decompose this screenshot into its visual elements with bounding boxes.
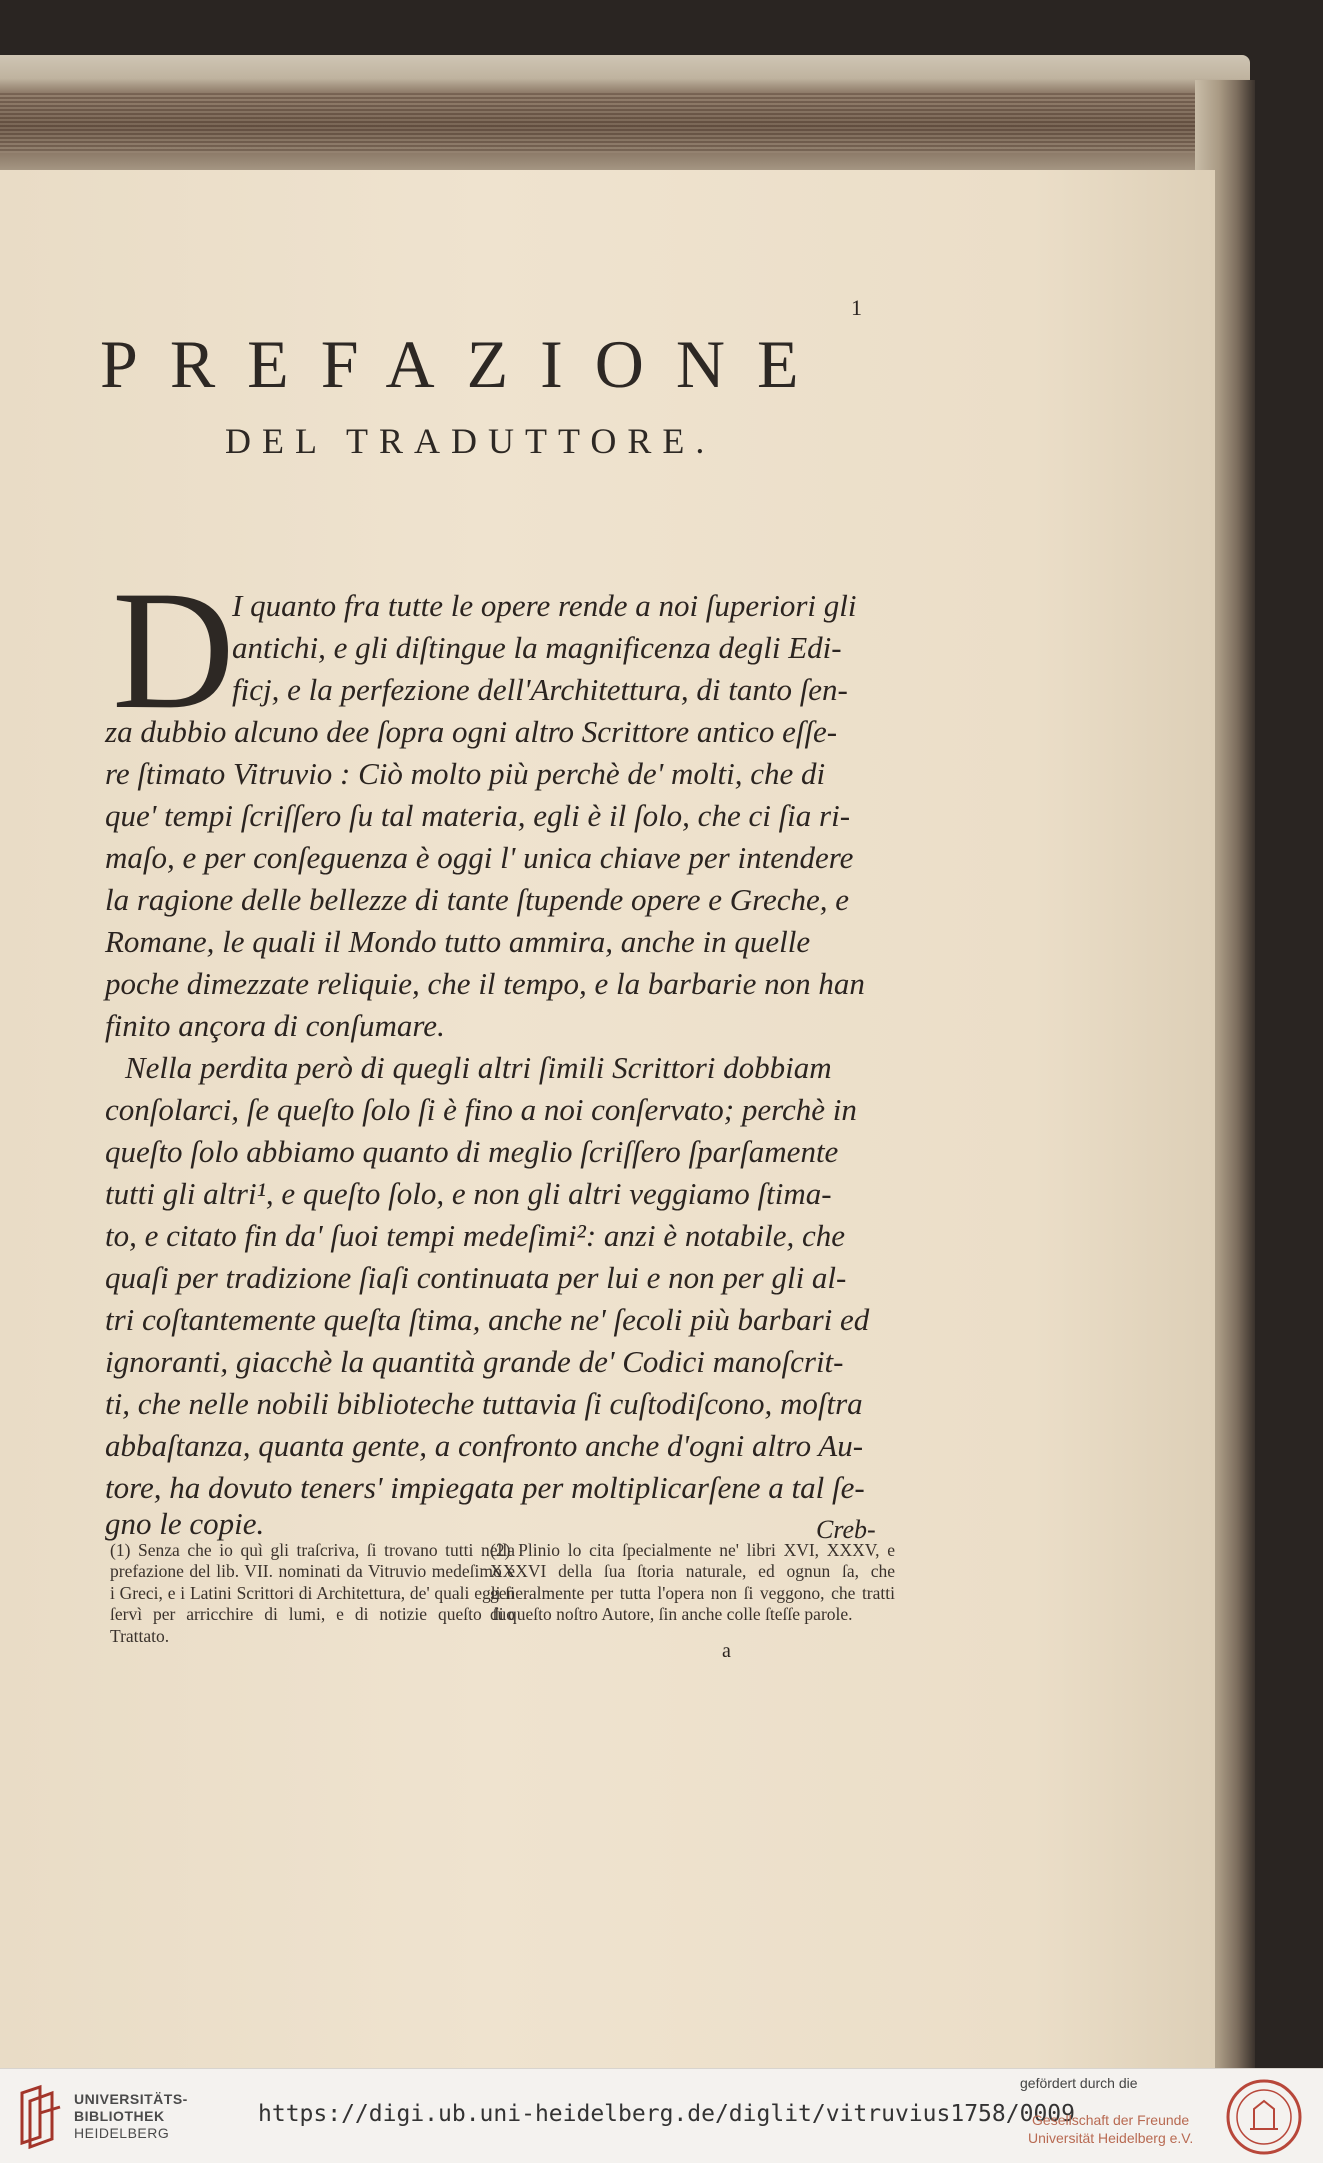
text-line: finito ançora di conſumare. bbox=[105, 1008, 445, 1043]
footnote-2: (2) Plinio lo cita ſpecialmente ne' libri XVI, XXXV, e XXXVI della ſua ſtoria naturale, ed ognun ſa, che generalmente per tutta l'opera non ſi veggono, che tratti di queſto noſtro Autore, ſin anche colle ſteſſe parole. bbox=[490, 1540, 895, 1625]
catchword: Creb- bbox=[816, 1515, 876, 1544]
text-line: conſolarci, ſe queſto ſolo ſi è fino a noi conſervato; perchè in bbox=[105, 1092, 857, 1127]
library-logo-icon bbox=[16, 2083, 64, 2149]
text-line: re ſtimato Vitruvio : Ciò molto più perchè de' molti, che di bbox=[105, 756, 826, 791]
text-line: Romane, le quali il Mondo tutto ammira, anche in quelle bbox=[105, 924, 811, 959]
text-line: tri coſtantemente queſta ſtima, anche ne' ſecoli più barbari ed bbox=[105, 1302, 870, 1337]
library-name: UNIVERSITÄTS- BIBLIOTHEK HEIDELBERG bbox=[74, 2091, 188, 2141]
text-line: que' tempi ſcriſſero ſu tal materia, egli è il ſolo, che ci ſia ri- bbox=[105, 798, 851, 833]
text-line: tutti gli altri¹, e queſto ſolo, e non gli altri veggiamo ſtima- bbox=[105, 1176, 832, 1211]
text-line: ti, che nelle nobili biblioteche tuttavia ſi cuſtodiſcono, moſtra bbox=[105, 1386, 863, 1421]
permalink-url[interactable]: https://digi.ub.uni-heidelberg.de/diglit/vitruvius1758/0009 bbox=[258, 2101, 1075, 2127]
text-line: ignoranti, giacchè la quantità grande de' Codici manoſcrit- bbox=[105, 1344, 844, 1379]
page-subtitle: DEL TRADUTTORE. bbox=[225, 421, 716, 461]
text-line: queſto ſolo abbiamo quanto di meglio ſcriſſero ſparſamente bbox=[105, 1134, 839, 1169]
text-line: antichi, e gli diſtingue la magnificenza degli Edi- bbox=[232, 630, 842, 665]
drop-cap: D bbox=[112, 556, 235, 744]
text-line: tore, ha dovuto teners' impiegata per moltiplicarſene a tal ſe- bbox=[105, 1470, 865, 1505]
text-line: gno le copie. bbox=[105, 1506, 265, 1541]
text-line: abbaſtanza, quanta gente, a confronto anche d'ogni altro Au- bbox=[105, 1428, 864, 1463]
text-line: Nella perdita però di quegli altri ſimili Scrittori dobbiam bbox=[125, 1050, 832, 1085]
text-line: ficj, e la perfezione dell'Architettura, di tanto ſen- bbox=[232, 672, 848, 707]
sponsor-label: gefördert durch die bbox=[1020, 2075, 1138, 2091]
text-line: maſo, e per conſeguenza è oggi l' unica chiave per intendere bbox=[105, 840, 854, 875]
text-line: la ragione delle bellezze di tante ſtupende opere e Greche, e bbox=[105, 882, 850, 917]
signature-mark: a bbox=[722, 1640, 731, 1662]
page-title: PREFAZIONE bbox=[100, 326, 831, 402]
university-seal-icon bbox=[1220, 2077, 1308, 2157]
footer-bar bbox=[0, 2068, 1323, 2163]
sponsor-name: Gesellschaft der Freunde Universität Heidelberg e.V. bbox=[1028, 2112, 1194, 2146]
page-number: 1 bbox=[851, 295, 862, 320]
text-line: za dubbio alcuno dee ſopra ogni altro Scrittore antico eſſe- bbox=[105, 714, 838, 749]
page-text bbox=[0, 170, 1215, 2070]
book-top-edge bbox=[0, 55, 1250, 185]
text-line: poche dimezzate reliquie, che il tempo, e la barbarie non han bbox=[105, 966, 865, 1001]
text-line: quaſi per tradizione ſiaſi continuata per lui e non per gli al- bbox=[105, 1260, 847, 1295]
footnote-1: (1) Senza che io quì gli traſcriva, ſi trovano tutti nella prefazione del lib. VII. nominati da Vitruvio medeſimo e i Greci, e i Latini Scrittori di Architettura, de' quali egli ſi ſervì per arricchire di lumi, e di notizie queſto ſuo Trattato. bbox=[110, 1540, 515, 1646]
text-line: to, e citato fin da' ſuoi tempi medeſimi²: anzi è notabile, che bbox=[105, 1218, 845, 1253]
book-page bbox=[0, 170, 1215, 2070]
text-line: I quanto fra tutte le opere rende a noi ſuperiori gli bbox=[232, 588, 857, 623]
